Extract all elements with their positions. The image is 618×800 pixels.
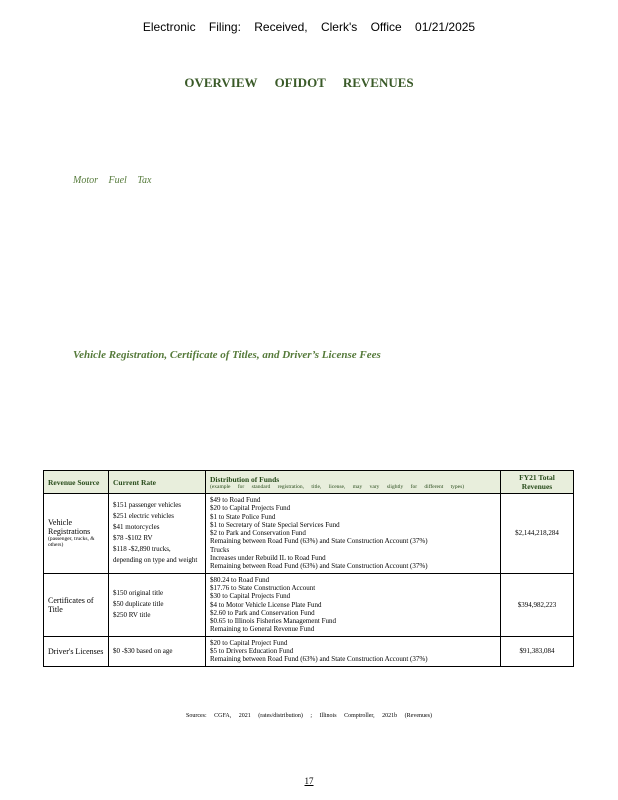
cell-distribution <box>206 573 501 636</box>
distribution-line: Remaining between Road Fund (63%) and State Construction Account (37%) <box>210 655 428 664</box>
distribution-line: $20 to Capital Project Fund <box>210 638 288 647</box>
rate-line: $50 duplicate title <box>113 600 164 609</box>
cell-current-rate <box>109 636 206 666</box>
cell-current-rate <box>109 573 206 636</box>
rate-line: $151 passenger vehicles <box>113 501 182 510</box>
cell-fy21-total: $2,144,218,284 <box>501 494 574 574</box>
distribution-line: $1 to Secretary of State Special Services Fund <box>210 520 340 529</box>
distribution-line: $2.60 to Park and Conservation Fund <box>210 608 315 617</box>
rate-line: $150 original title <box>113 589 164 598</box>
page-title: OVERVIEW OFIDOT REVENUES <box>184 75 414 90</box>
revenue-table <box>43 470 574 667</box>
rate-line: $250 RV title <box>113 611 151 620</box>
table-row <box>44 573 574 636</box>
cell-fy21-total: $91,383,084 <box>501 636 574 666</box>
table-body <box>44 494 574 667</box>
distribution-line: $2 to Park and Conservation Fund <box>210 529 306 538</box>
revenue-source-name: Certificates of Title <box>48 595 94 614</box>
table-row <box>44 494 574 574</box>
distribution-line: $80.24 to Road Fund <box>210 575 270 584</box>
distribution-line: Increases under Rebuild IL to Road Fund <box>210 554 326 563</box>
cell-distribution <box>206 494 501 574</box>
header-fy21-total: FY21 Total Revenues <box>501 471 574 494</box>
distribution-line: Trucks <box>210 545 230 554</box>
distribution-line: $20 to Capital Projects Fund <box>210 504 291 513</box>
cell-revenue-source <box>44 494 109 574</box>
table-header-row <box>44 471 574 494</box>
distribution-line: $17.76 to State Construction Account <box>210 583 316 592</box>
header-revenue-source: Revenue Source <box>44 471 109 494</box>
rate-line: $78 -$102 RV <box>113 534 153 543</box>
cell-revenue-source <box>44 636 109 666</box>
sources-note: Sources: CGFA, 2021 (rates/distribution) ; Illinois Comptroller, 2021b (Revenues) <box>186 713 432 719</box>
section-heading-vehicle-registration: Vehicle Registration, Certificate of Titles, and Driver’s License Fees <box>73 349 381 361</box>
distribution-line: $0.65 to Illinois Fisheries Management Fund <box>210 617 336 626</box>
distribution-line: Remaining between Road Fund (63%) and State Construction Account (37%) <box>210 562 428 571</box>
filing-stamp: Electronic Filing: Received, Clerk's Office 01/21/2025 <box>142 20 476 34</box>
revenue-source-note: (passenger, trucks, & others) <box>48 536 95 549</box>
distribution-line: $5 to Drivers Education Fund <box>210 647 294 656</box>
cell-current-rate <box>109 494 206 574</box>
table-row <box>44 636 574 666</box>
cell-revenue-source <box>44 573 109 636</box>
distribution-line: Remaining between Road Fund (63%) and State Construction Account (37%) <box>210 537 428 546</box>
rate-line: $251 electric vehicles <box>113 512 175 521</box>
cell-fy21-total: $394,982,223 <box>501 573 574 636</box>
header-distribution-title: Distribution of Funds <box>210 474 280 484</box>
revenue-source-name: Driver's Licenses <box>48 646 104 656</box>
cell-distribution <box>206 636 501 666</box>
header-distribution <box>206 471 501 494</box>
rate-line: $0 -$30 based on age <box>113 646 173 655</box>
rate-line: $118 -$2,890 trucks, depending on type and weight <box>113 545 198 565</box>
header-current-rate: Current Rate <box>109 471 206 494</box>
distribution-line: $49 to Road Fund <box>210 496 261 504</box>
distribution-line: Remaining to General Revenue Fund <box>210 625 315 634</box>
distribution-line: $1 to State Police Fund <box>210 512 276 521</box>
header-distribution-note: (example for standard registration, title, license, may vary slightly for different types) <box>210 483 465 490</box>
section-heading-motor-fuel-tax: Motor Fuel Tax <box>73 175 152 186</box>
page-number: 17 <box>304 776 314 786</box>
distribution-line: $4 to Motor Vehicle License Plate Fund <box>210 600 322 609</box>
rate-line: $41 motorcycles <box>113 523 160 532</box>
distribution-line: $30 to Capital Projects Fund <box>210 592 291 601</box>
revenue-source-name: Vehicle Registrations <box>48 518 91 537</box>
